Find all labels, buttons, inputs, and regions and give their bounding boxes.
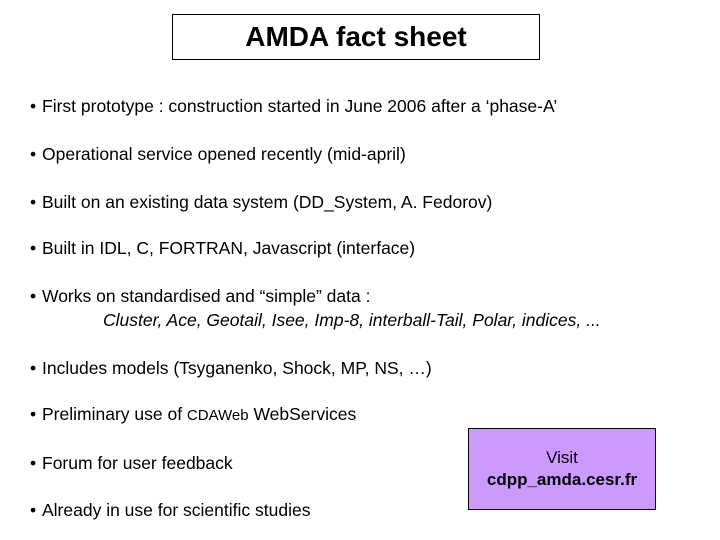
- bullet-text: Built in IDL, C, FORTRAN, Javascript (interface): [42, 238, 416, 258]
- bullet-dot: •: [30, 358, 37, 378]
- bullet-first-prototype: [30, 94, 557, 118]
- bullet-text-post: WebServices: [248, 404, 357, 424]
- bullet-text: Operational service opened recently (mid-april): [42, 144, 406, 164]
- bullet-dot: •: [30, 192, 37, 212]
- visit-box[interactable]: [468, 428, 656, 510]
- bullet-cdaweb: [30, 402, 356, 428]
- bullet-dot: •: [30, 453, 37, 473]
- bullet-text-pre: Preliminary use of: [42, 404, 187, 424]
- bullet-dot: •: [30, 286, 37, 306]
- bullet-text: First prototype : construction started in June 2006 after a ‘phase-A’: [42, 96, 558, 116]
- page-title: AMDA fact sheet: [172, 14, 540, 60]
- bullet-text: Forum for user feedback: [42, 453, 233, 473]
- bullet-languages: [30, 236, 415, 260]
- mission-list: Cluster, Ace, Geotail, Isee, Imp-8, interball-Tail, Polar, indices, ...: [103, 310, 601, 330]
- bullet-dot: •: [30, 144, 37, 164]
- bullet-dot: •: [30, 96, 37, 116]
- bullet-dot: •: [30, 500, 37, 520]
- bullet-dot: •: [30, 404, 37, 424]
- bullet-existing-system: [30, 190, 492, 214]
- bullet-text: Includes models (Tsyganenko, Shock, MP, NS, …): [42, 358, 432, 378]
- cdaweb-text: CDAWeb: [186, 407, 249, 424]
- bullet-operational-service: [30, 142, 406, 166]
- bullet-dot: •: [30, 238, 37, 258]
- bullet-forum: [30, 451, 233, 475]
- visit-label: Visit: [546, 448, 578, 467]
- bullet-text: Works on standardised and “simple” data :: [42, 286, 371, 306]
- bullet-scientific-studies: [30, 498, 310, 522]
- bullet-models: [30, 356, 432, 380]
- bullet-text: Already in use for scientific studies: [42, 500, 311, 520]
- visit-link[interactable]: cdpp_amda.cesr.fr: [486, 470, 638, 489]
- bullet-standardised-data: [30, 284, 370, 308]
- bullet-text: Built on an existing data system (DD_System, A. Fedorov): [42, 192, 493, 212]
